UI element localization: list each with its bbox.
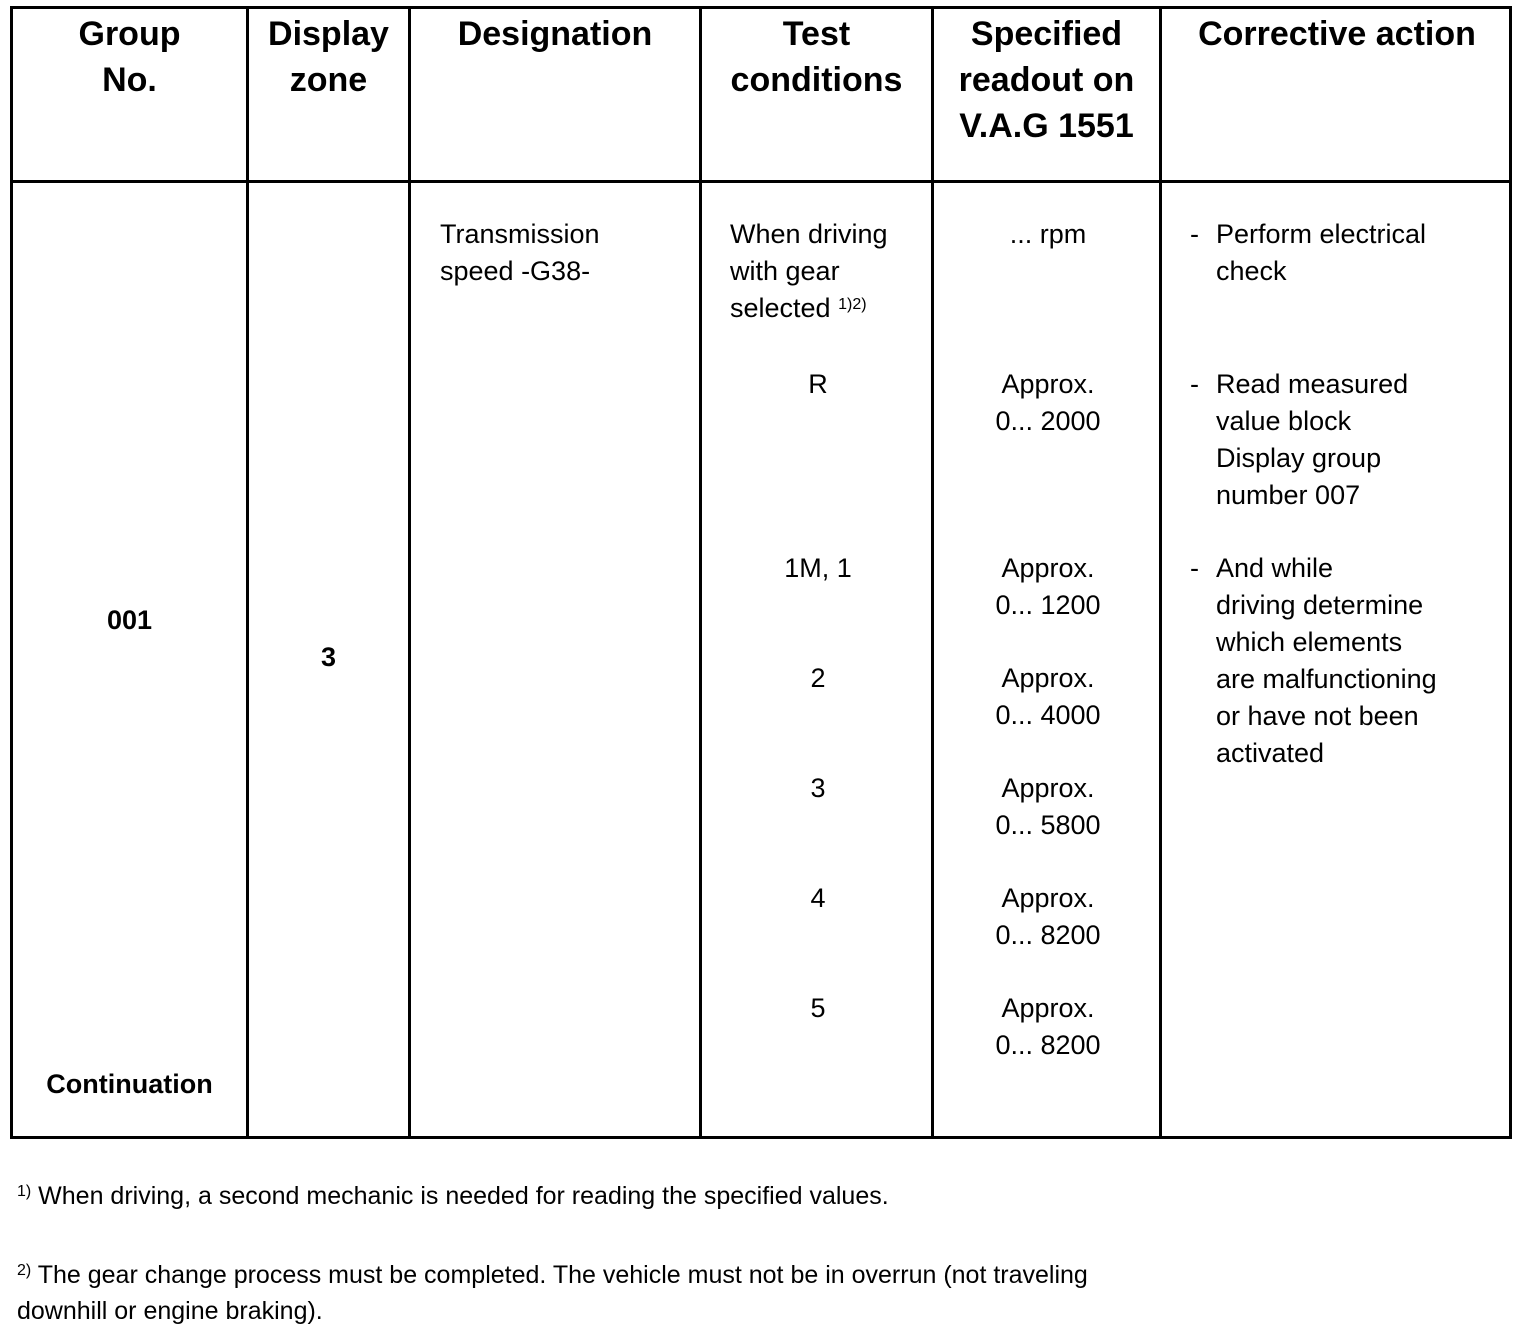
- group-number: 001: [106, 605, 153, 635]
- gear-label: 4: [810, 883, 826, 913]
- footnote-marker: 2): [17, 1262, 32, 1279]
- column-divider: [246, 9, 249, 1136]
- gear-readout: Approx. 0... 8200: [995, 993, 1101, 1060]
- header-specified-readout: Specified readout on V.A.G 1551: [958, 15, 1135, 145]
- gear-readout: Approx. 0... 4000: [995, 663, 1101, 730]
- base-readout: ... rpm: [1009, 219, 1087, 249]
- bullet-dash: -: [1190, 369, 1199, 399]
- column-divider: [408, 9, 411, 1136]
- gear-label: R: [808, 369, 828, 399]
- gear-label: 1M, 1: [784, 553, 852, 583]
- gear-label: 5: [810, 993, 826, 1023]
- bullet-dash: -: [1190, 553, 1199, 583]
- header-display-zone: Display zone: [268, 15, 389, 99]
- test-conditions-intro: When driving with gear selected $^{1)2)}$: [730, 219, 888, 323]
- display-zone-value: 3: [320, 642, 337, 672]
- continuation-label: Continuation: [46, 1069, 213, 1099]
- header-divider: [13, 180, 1509, 183]
- bullet-dash: -: [1190, 219, 1199, 249]
- corrective-action-item: - Read measured value block Display group number 007: [1190, 366, 1470, 514]
- designation-text: Transmission speed -G38-: [440, 219, 600, 286]
- header-test-conditions: Test conditions: [730, 15, 903, 99]
- header-designation: Designation: [457, 15, 653, 53]
- footnote-2: $^{2)}$ The gear change process must be completed. The vehicle must not be in overrun (not traveling downhill or engine braking).: [17, 1261, 1088, 1325]
- footnote-1: $^{1)}$ When driving, a second mechanic is needed for reading the specified values.: [17, 1182, 889, 1210]
- corrective-action-item: - Perform electrical check: [1190, 216, 1470, 290]
- gear-readout: Approx. 0... 1200: [995, 553, 1101, 620]
- gear-readout: Approx. 0... 8200: [995, 883, 1101, 950]
- gear-readout: Approx. 0... 2000: [995, 369, 1101, 436]
- gear-label: 2: [810, 663, 826, 693]
- corrective-action-item: - And while driving determine which elements are malfunctioning or have not been activated: [1190, 550, 1470, 772]
- header-corrective-action: Corrective action: [1198, 15, 1476, 53]
- gear-readout: Approx. 0... 5800: [995, 773, 1101, 840]
- footnote-ref: 1)2): [838, 296, 867, 313]
- gear-label: 3: [810, 773, 826, 803]
- footnote-marker: 1): [17, 1183, 32, 1200]
- header-group-no: Group No.: [78, 15, 181, 99]
